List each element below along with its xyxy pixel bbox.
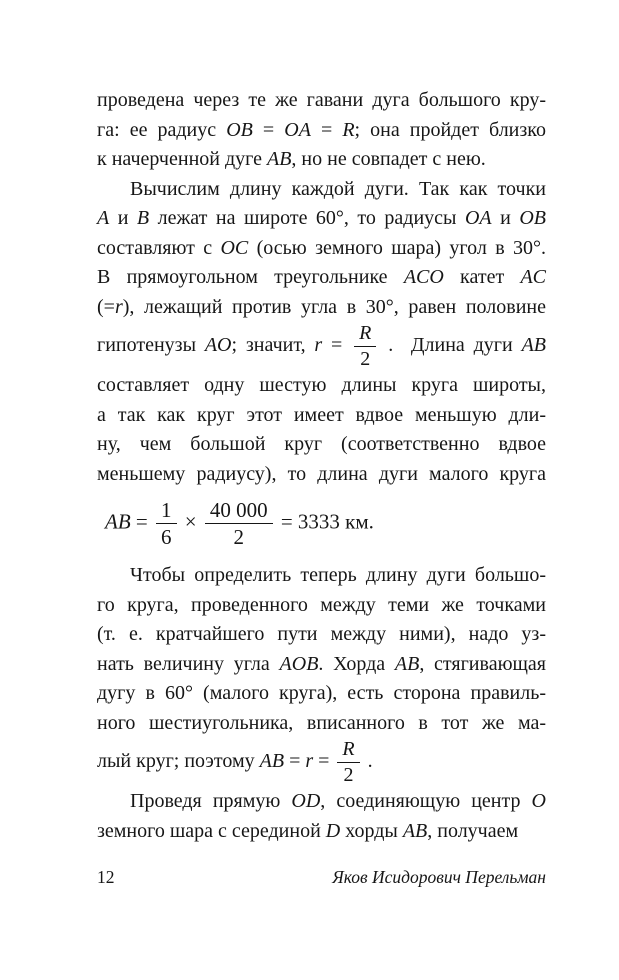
text-run: а так как круг этот имеет вдвое меньшую дли- — [97, 403, 546, 426]
math-variable: AB — [266, 148, 292, 170]
text-line — [97, 679, 546, 709]
math-variable: R — [342, 118, 355, 141]
text-run: и — [109, 207, 137, 229]
math-variable: OA — [464, 207, 492, 229]
fraction — [337, 738, 359, 787]
text-run: и — [491, 207, 520, 229]
footer-author: Яков Исидорович Перельман — [332, 867, 546, 887]
text-line — [97, 591, 546, 621]
text-line — [97, 817, 546, 847]
paragraph — [97, 561, 546, 787]
fraction — [205, 498, 273, 549]
text-line — [97, 561, 546, 591]
text-run: проведена через те же гавани дуга большого кру- — [97, 89, 546, 111]
text-line — [97, 234, 546, 264]
text-line — [97, 620, 546, 650]
text-run: , получаем — [427, 819, 519, 842]
fraction-denominator: 6 — [156, 523, 177, 549]
text-run: ного шестиугольника, вписанного в тот же ма- — [97, 711, 546, 734]
text-run: составляет одну шестую длины круга широты, — [97, 374, 546, 396]
text-run: дугу в 60° (малого круга), есть сторона правиль- — [97, 682, 546, 705]
text-run: ), лежащий против угла в 30°, равен половине — [122, 295, 546, 318]
text-run: = — [130, 509, 153, 534]
text-run: . — [362, 750, 373, 773]
math-variable: A — [97, 207, 110, 229]
paragraph — [97, 175, 546, 490]
fraction-numerator: R — [342, 738, 355, 761]
math-variable: AB — [105, 509, 131, 534]
display-formula — [97, 498, 546, 549]
text-run: = — [252, 118, 285, 141]
math-variable: OB — [226, 118, 253, 141]
text-line — [97, 738, 546, 787]
text-run: (осью земного шара) угол в 30°. — [248, 236, 546, 259]
text-run: хорды — [340, 819, 403, 842]
text-run: = — [322, 334, 352, 357]
math-variable: OB — [519, 207, 547, 229]
page-number: 12 — [97, 867, 115, 887]
text-line — [97, 371, 546, 401]
text-line — [97, 430, 546, 460]
text-line — [97, 86, 546, 116]
text-run: . Хорда — [318, 652, 395, 675]
fraction — [156, 498, 177, 549]
math-variable: r — [305, 750, 314, 773]
text-line — [97, 204, 546, 234]
text-run: земного шара с серединой — [97, 819, 326, 842]
text-run: = — [313, 750, 335, 773]
math-variable: AB — [402, 819, 428, 842]
math-variable: AOB — [279, 652, 319, 675]
math-variable: O — [531, 790, 546, 813]
text-run: В прямоугольном треугольнике — [97, 266, 404, 288]
text-run: к начерченной дуге — [97, 148, 267, 170]
text-line — [105, 498, 546, 549]
text-run: Проведя прямую — [130, 790, 292, 813]
fraction — [354, 322, 376, 371]
text-run: Вычислим длину каждой дуги. Так как точки — [130, 177, 546, 200]
fraction-denominator: 2 — [354, 346, 376, 371]
text-line — [97, 709, 546, 739]
text-line — [97, 263, 546, 293]
text-line — [97, 322, 546, 371]
text-run: Чтобы определить теперь длину дуги большо- — [130, 564, 546, 587]
paragraph — [97, 787, 546, 846]
text-run: = 3333 км. — [275, 509, 374, 534]
text-line — [97, 116, 546, 146]
fraction-numerator: 1 — [161, 498, 172, 522]
math-variable: AO — [204, 334, 232, 357]
math-variable: ACO — [403, 266, 444, 288]
math-variable: AB — [521, 334, 546, 357]
text-run: составляют с — [97, 236, 221, 259]
text-line — [97, 787, 546, 817]
fraction-numerator: R — [359, 322, 372, 344]
text-run: , стягивающая — [419, 652, 546, 675]
text-run: (т. е. кратчайшего пути между ними), надо уз- — [97, 623, 546, 646]
page-footer — [97, 866, 546, 888]
math-variable: OC — [220, 236, 249, 259]
text-run: меньшему радиусу), то длина дуги малого круга — [97, 462, 546, 485]
text-run: га: ее радиус — [97, 118, 227, 141]
text-run: . Длина дуги — [379, 334, 522, 357]
fraction-denominator: 2 — [337, 762, 359, 787]
math-variable: OA — [284, 118, 311, 141]
text-run: гипотенузы — [97, 334, 205, 357]
text-line — [97, 145, 546, 175]
math-variable: r — [314, 334, 323, 357]
math-variable: D — [325, 819, 341, 842]
text-run: лый круг; поэтому — [97, 750, 260, 773]
text-run: (= — [97, 295, 115, 318]
text-block — [97, 86, 546, 846]
text-run: ну, чем большой круг (соответственно вдвое — [97, 433, 546, 455]
math-variable: OD — [291, 790, 321, 813]
text-run: , но не совпадет с нею. — [291, 148, 486, 170]
fraction-numerator: 40 000 — [209, 498, 268, 522]
text-run: × — [179, 509, 202, 534]
math-variable: r — [114, 295, 123, 318]
text-line — [97, 650, 546, 680]
text-run: нать величину угла — [97, 652, 280, 675]
text-line — [97, 460, 546, 490]
text-run: = — [284, 750, 306, 773]
text-run: = — [310, 118, 343, 141]
text-run: , соединяющую центр — [320, 790, 532, 813]
text-run: го круга, проведенного между теми же точками — [97, 593, 546, 616]
math-variable: AB — [394, 652, 420, 675]
text-run: ; она пройдет близко — [354, 118, 546, 141]
text-run: ; значит, — [231, 334, 315, 357]
text-line — [97, 175, 546, 205]
math-variable: AB — [259, 750, 285, 773]
text-line — [97, 293, 546, 323]
paragraph — [97, 86, 546, 175]
math-variable: AC — [520, 266, 546, 288]
text-run: лежат на широте 60°, то радиусы — [149, 207, 465, 229]
math-variable: B — [136, 207, 150, 229]
text-line — [97, 401, 546, 431]
text-run: катет — [443, 266, 521, 288]
fraction-denominator: 2 — [205, 523, 273, 549]
